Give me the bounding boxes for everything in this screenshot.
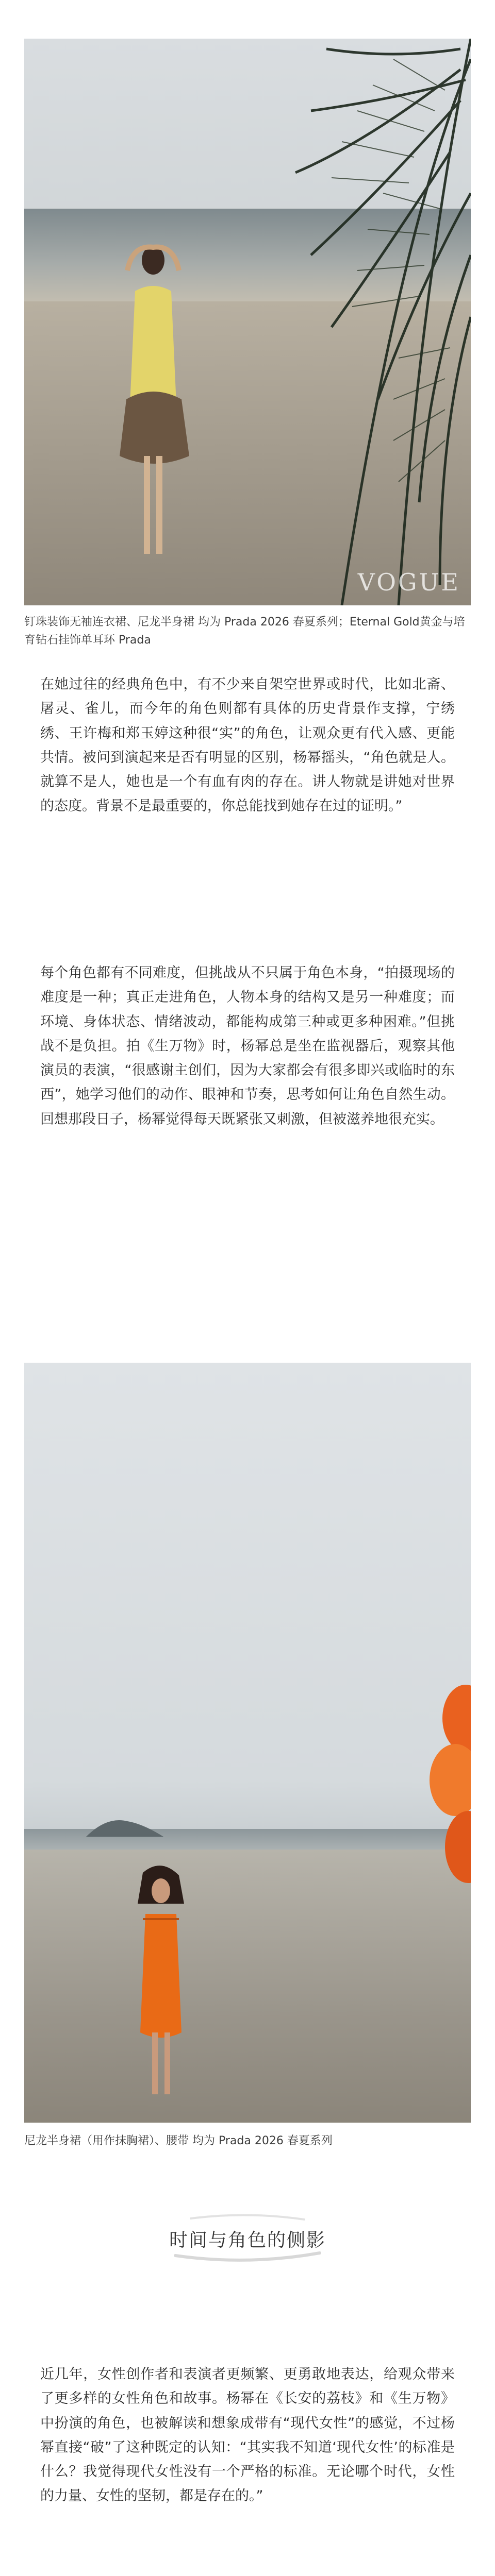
section-heading: 时间与角色的侧影 bbox=[169, 2230, 326, 2251]
distant-island bbox=[86, 1816, 163, 1837]
body-paragraph-1: 在她过往的经典角色中，有不少来自架空世界或时代，比如北斋、屠灵、雀儿，而今年的角色则都有具体的历史背景作支撑，宁绣绣、王许梅和郑玉婷这种很“实”的角色，让观众更有代入感、更能共情。被问到演起来是否有明显的区别，杨幂摇头，“角色就是人。就算不是人，她也是一个有血有肉的存在。讲人物就是讲她对世界的态度。背景不是最重要的，你总能找到她存在过的证明。” bbox=[40, 676, 455, 815]
model-orange-dress bbox=[122, 1862, 200, 2105]
photo-caption-1: 钉珠装饰无袖连衣裙、尼龙半身裙 均为 Prada 2026 春夏系列；Eternal Gold黄金与培育钻石挂饰单耳环 Prada bbox=[24, 616, 465, 647]
body-paragraph-2: 每个角色都有不同难度，但挑战从不只属于角色本身，“拍摄现场的难度是一种；真正走进角色，人物本身的结构又是另一种难度；而环境、身体状态、情绪波动，都能构成第三种或更多种困难。”但挑战不是负担。拍《生万物》时，杨幂总是坐在监视器后，观察其他演员的表演，“很感谢主创们，因为大家都会有很多即兴或临时的东西”，她学习他们的动作、眼神和节奏，思考如何让角色自然生动。回想那段日子，杨幂觉得每天既紧张又刺激，但被滋养地很充实。 bbox=[40, 965, 455, 1127]
model-figure bbox=[112, 234, 194, 564]
orange-balloons bbox=[419, 1682, 471, 1899]
fashion-photo-beach-orange-dress bbox=[24, 1363, 471, 2123]
palm-leaf-illustration bbox=[265, 39, 471, 605]
fashion-photo-beach-palm bbox=[24, 39, 471, 605]
beach-sand bbox=[24, 1850, 471, 2123]
vogue-watermark: VOGUE bbox=[357, 568, 460, 596]
body-paragraph-3: 近几年，女性创作者和表演者更频繁、更勇敢地表达，给观众带来了更多样的女性角色和故事。杨幂在《长安的荔枝》和《生万物》中扮演的角色，也被解读和想象成带有“现代女性”的感觉，不过杨幂直接“破”了这种既定的认知：“其实我不知道‘现代女性’的标准是什么？我觉得现代女性没有一个严格的标准。无论哪个时代，女性的力量、女性的坚韧，都是存在的。” bbox=[40, 2366, 455, 2504]
photo-caption-2: 尼龙半身裙（用作抹胸裙）、腰带 均为 Prada 2026 春夏系列 bbox=[24, 2134, 333, 2147]
